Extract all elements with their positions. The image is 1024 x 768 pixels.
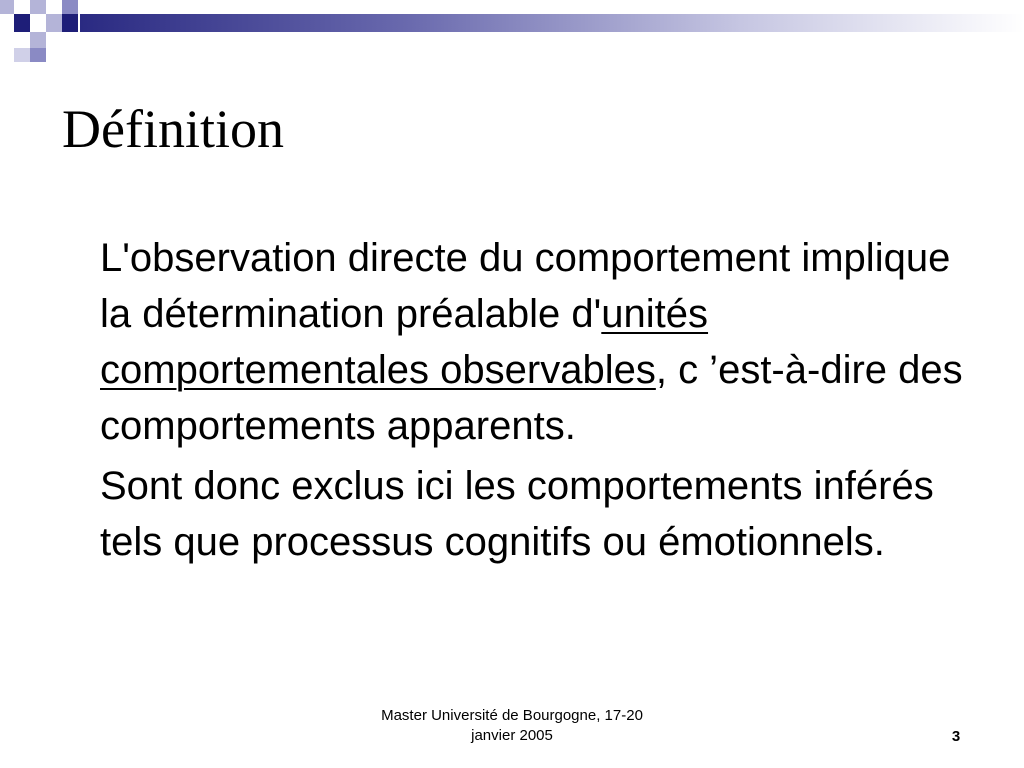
footer-line: janvier 2005 (471, 727, 553, 744)
slide-body (100, 230, 980, 570)
deco-square (14, 48, 30, 62)
paragraph-definition (100, 230, 980, 454)
deco-square (14, 14, 30, 32)
deco-square (30, 48, 46, 62)
paragraph-text: L'observation directe du comportement implique la détermination préalable d' (100, 236, 951, 336)
slide-title: Définition (62, 99, 284, 159)
header-decoration (0, 0, 1024, 64)
page-number: 3 (951, 728, 961, 745)
deco-square (0, 0, 14, 14)
deco-square (14, 0, 30, 14)
paragraph-text: , c ’est-à-dire des comportements apparents. (100, 348, 963, 448)
deco-square (46, 14, 62, 32)
footer-caption (312, 706, 712, 746)
deco-square (62, 0, 78, 14)
deco-square (30, 32, 46, 48)
deco-square (30, 0, 46, 14)
paragraph-exclusion: Sont donc exclus ici les comportements inférés tels que processus cognitifs ou émotionnels. (100, 464, 934, 564)
deco-square (46, 0, 62, 14)
footer-line: Master Université de Bourgogne, 17-20 (381, 707, 643, 724)
header-gradient-band (80, 14, 1024, 32)
underlined-term: unités comportementales observables (100, 292, 709, 392)
deco-square (62, 14, 78, 32)
